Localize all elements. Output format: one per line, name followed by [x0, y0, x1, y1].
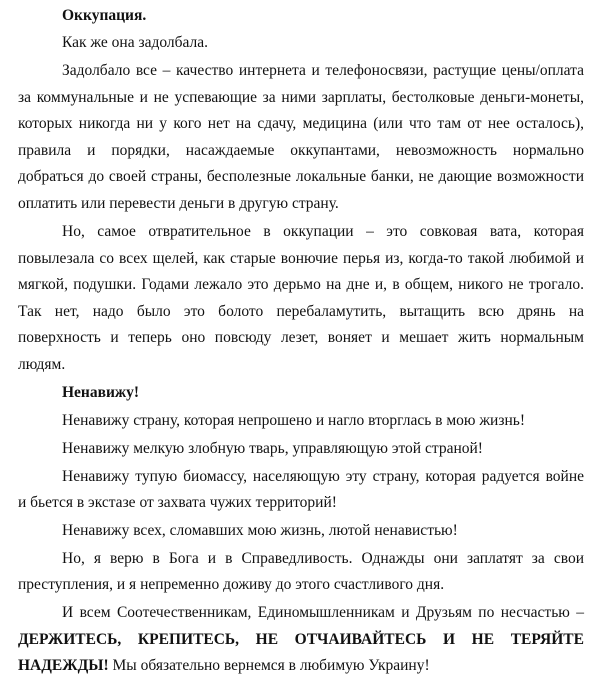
closing-line: И всем Соотечественникам, Единомышленникам и Друзьям по несчастью – [62, 604, 584, 621]
hate-heading: Ненавижу! [62, 384, 140, 401]
hate-line: и бьется в экстазе от захвата чужих территорий! [18, 494, 337, 511]
paragraph-1-line: оплатить или перевести деньги в другую страну. [18, 195, 339, 212]
faith-line: Но, я верю в Бога и в Справедливость. Однажды они заплатят за свои [62, 550, 584, 567]
paragraph-2-line: Но, самое отвратительное в оккупации – это совковая вата, которая [62, 223, 584, 240]
hate-line: Ненавижу мелкую злобную тварь, управляющую этой страной! [62, 440, 483, 457]
paragraph-1-line: добраться до своей страны, бесполезные локальные банки, не дающие возможности [18, 168, 584, 185]
paragraph-2-line: мягкой, подушки. Годами лежало это дерьмо на дне и, в общем, никого не трогало. [18, 276, 584, 293]
closing-bold-word: НАДЕЖДЫ! [18, 657, 109, 674]
paragraph-1-line: за коммунальные и не успевающие за ними зарплаты, бестолковые деньги-монеты, [18, 89, 584, 106]
intro-line: Как же она задолбала. [62, 34, 209, 51]
closing-bold-line: ДЕРЖИТЕСЬ, КРЕПИТЕСЬ, НЕ ОТЧАИВАЙТЕСЬ И НЕ ТЕРЯЙТЕ [18, 631, 584, 648]
paragraph-2-line: повылезала со всех щелей, как старые вонючие перья из, когда-то такой любимой и [18, 250, 584, 267]
hate-line: Ненавижу тупую биомассу, населяющую эту страну, которая радуется войне [62, 468, 584, 485]
paragraph-1-line: правила и порядки, насаждаемые оккупантами, невозможность нормально [18, 142, 584, 159]
paragraph-2-line: Так нет, надо было это болото перебаламутить, вытащить всю дрянь на [18, 303, 584, 320]
hate-line: Ненавижу всех, сломавших мою жизнь, лютой ненавистью! [62, 522, 458, 539]
document-heading: Оккупация. [62, 7, 147, 24]
closing-tail-text: Мы обязательно вернемся в любимую Украину! [108, 657, 430, 674]
paragraph-1-line: Задолбало все – качество интернета и телефоносвязи, растущие цены/оплата [62, 62, 584, 79]
closing-final-line [18, 655, 584, 677]
paragraph-2-line: поверхность и теперь оно повсюду лезет, воняет и мешает жить нормальным [18, 329, 584, 346]
faith-line: преступления, и я непременно доживу до этого счастливого дня. [18, 576, 445, 593]
paragraph-2-line: людям. [18, 356, 66, 373]
hate-line: Ненавижу страну, которая непрошено и нагло вторглась в мою жизнь! [62, 412, 526, 429]
paragraph-1-line: которых никогда ни у кого нет на сдачу, медицина (или что там от нее осталось), [18, 115, 584, 132]
